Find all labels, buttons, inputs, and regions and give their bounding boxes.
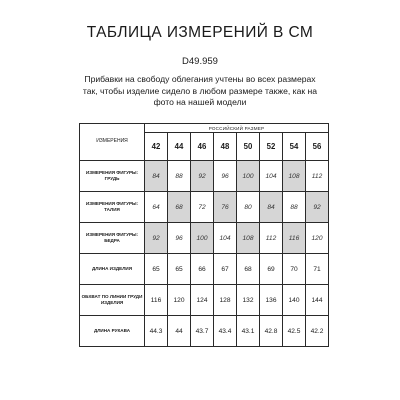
row-label: ОБХВАТ ПО ЛИНИИ ГРУДИ ИЗДЕЛИЯ xyxy=(80,285,145,316)
table-row xyxy=(80,192,329,223)
table-corner-label: ИЗМЕРЕНИЯ xyxy=(80,124,145,161)
table-row xyxy=(80,316,329,347)
row-label: ИЗМЕРЕНИЯ ФИГУРЫ: ТАЛИЯ xyxy=(80,192,145,223)
table-cell: 144 xyxy=(306,285,329,316)
table-cell: 124 xyxy=(191,285,214,316)
table-cell: 65 xyxy=(168,254,191,285)
table-cell: 132 xyxy=(237,285,260,316)
table-cell: 42.2 xyxy=(306,316,329,347)
table-cell: 104 xyxy=(214,223,237,254)
row-label: ДЛИНА РУКАВА xyxy=(80,316,145,347)
size-table xyxy=(79,123,329,347)
table-cell: 120 xyxy=(306,223,329,254)
table-cell: 44 xyxy=(168,316,191,347)
table-cell: 68 xyxy=(237,254,260,285)
table-cell: 116 xyxy=(145,285,168,316)
table-cell: 71 xyxy=(306,254,329,285)
size-header-cell: 56 xyxy=(306,133,329,161)
table-cell: 100 xyxy=(237,161,260,192)
size-header-cell: 52 xyxy=(260,133,283,161)
size-header-cell: 44 xyxy=(168,133,191,161)
table-cell: 108 xyxy=(283,161,306,192)
size-header-cell: 42 xyxy=(145,133,168,161)
table-cell: 88 xyxy=(283,192,306,223)
table-cell: 67 xyxy=(214,254,237,285)
size-group-header: РОССИЙСКИЙ РАЗМЕР xyxy=(145,124,329,133)
table-cell: 42.5 xyxy=(283,316,306,347)
table-cell: 108 xyxy=(237,223,260,254)
table-cell: 43.7 xyxy=(191,316,214,347)
table-cell: 88 xyxy=(168,161,191,192)
table-cell: 112 xyxy=(306,161,329,192)
table-cell: 140 xyxy=(283,285,306,316)
table-cell: 136 xyxy=(260,285,283,316)
table-cell: 84 xyxy=(260,192,283,223)
table-cell: 68 xyxy=(168,192,191,223)
table-cell: 66 xyxy=(191,254,214,285)
table-cell: 80 xyxy=(237,192,260,223)
table-cell: 42.8 xyxy=(260,316,283,347)
page-title: ТАБЛИЦА ИЗМЕРЕНИЙ В СМ xyxy=(86,24,314,41)
table-cell: 43.4 xyxy=(214,316,237,347)
row-label: ДЛИНА ИЗДЕЛИЯ xyxy=(80,254,145,285)
table-row xyxy=(80,223,329,254)
table-cell: 69 xyxy=(260,254,283,285)
table-cell: 120 xyxy=(168,285,191,316)
table-cell: 92 xyxy=(145,223,168,254)
table-cell: 92 xyxy=(191,161,214,192)
article-code: D49.959 xyxy=(182,56,218,67)
table-cell: 92 xyxy=(306,192,329,223)
size-header-cell: 46 xyxy=(191,133,214,161)
table-cell: 43.1 xyxy=(237,316,260,347)
fit-note: Прибавки на свободу облегания учтены во всех размерах так, чтобы изделие сидело в любом размере также, как на фото на нашей модели xyxy=(82,74,318,107)
table-cell: 116 xyxy=(283,223,306,254)
size-header-cell: 54 xyxy=(283,133,306,161)
table-row xyxy=(80,254,329,285)
table-cell: 44.3 xyxy=(145,316,168,347)
table-cell: 70 xyxy=(283,254,306,285)
size-header-cell: 50 xyxy=(237,133,260,161)
table-row xyxy=(80,285,329,316)
row-label: ИЗМЕРЕНИЯ ФИГУРЫ: ГРУДЬ xyxy=(80,161,145,192)
table-cell: 128 xyxy=(214,285,237,316)
table-cell: 84 xyxy=(145,161,168,192)
table-cell: 104 xyxy=(260,161,283,192)
table-cell: 96 xyxy=(168,223,191,254)
table-cell: 112 xyxy=(260,223,283,254)
table-cell: 76 xyxy=(214,192,237,223)
row-label: ИЗМЕРЕНИЯ ФИГУРЫ: БЕДРА xyxy=(80,223,145,254)
table-cell: 65 xyxy=(145,254,168,285)
table-row xyxy=(80,161,329,192)
table-cell: 96 xyxy=(214,161,237,192)
table-cell: 64 xyxy=(145,192,168,223)
table-cell: 72 xyxy=(191,192,214,223)
size-header-cell: 48 xyxy=(214,133,237,161)
table-cell: 100 xyxy=(191,223,214,254)
